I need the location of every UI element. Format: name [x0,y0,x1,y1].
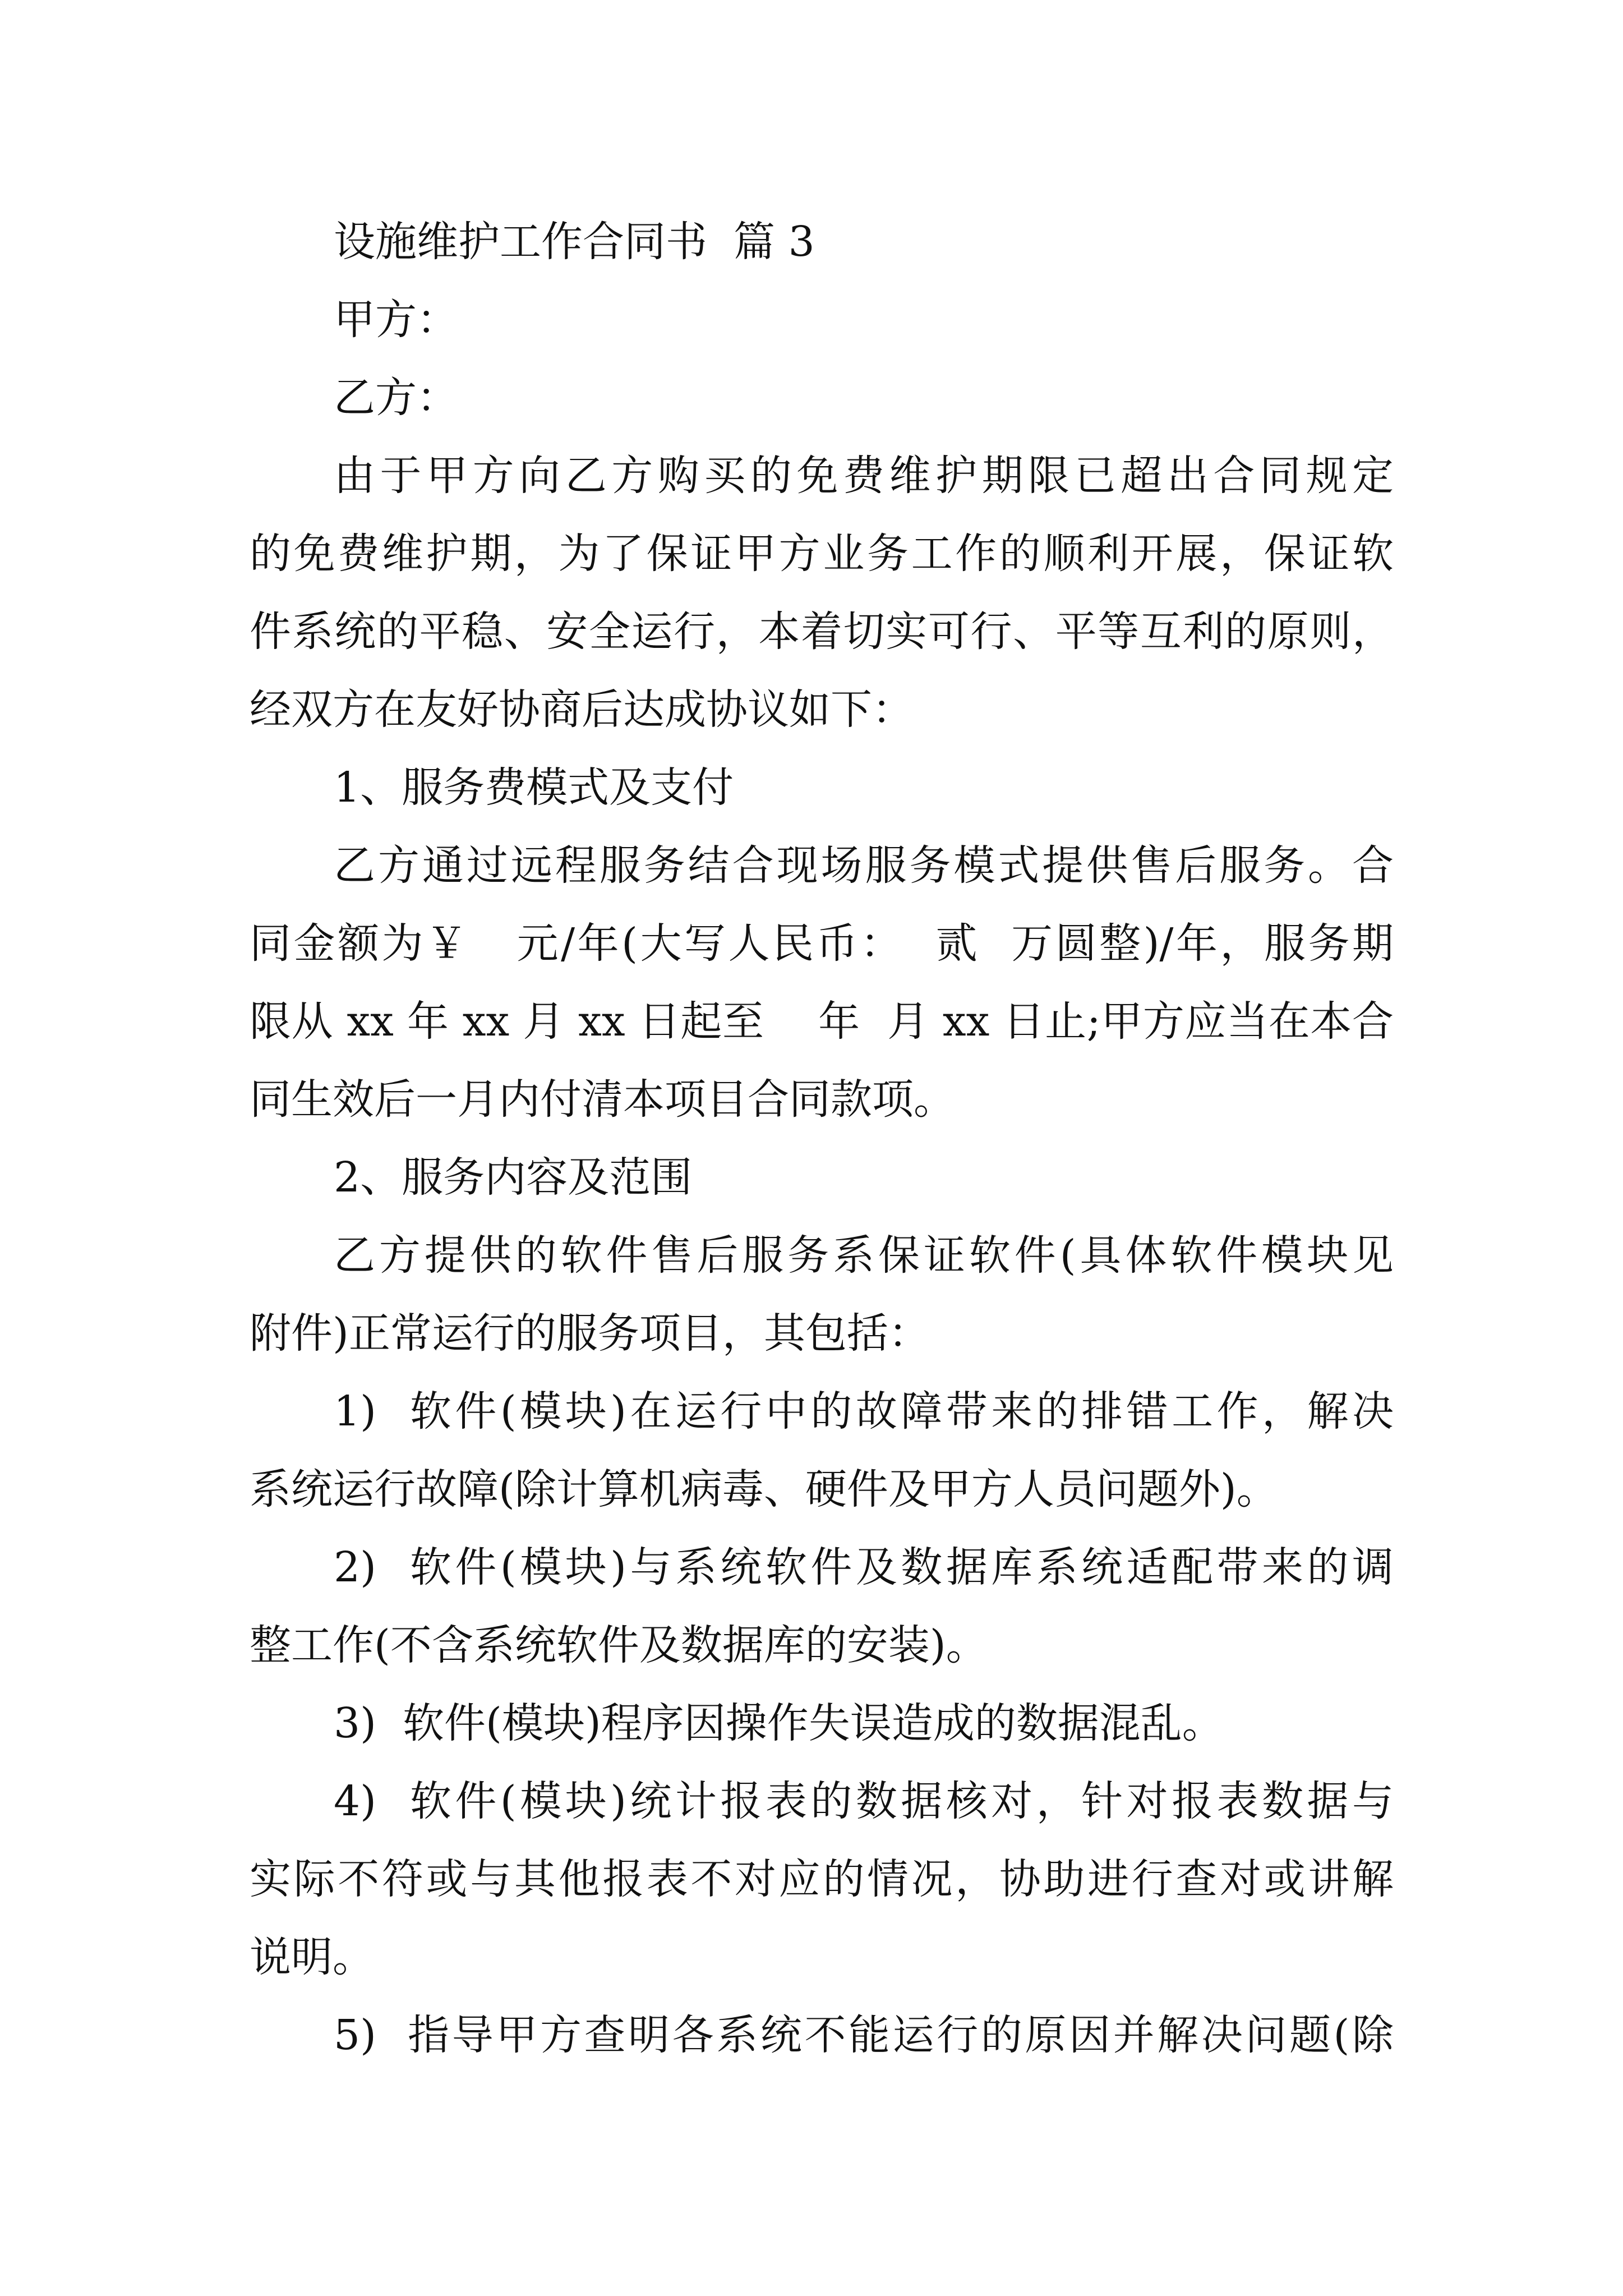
document-line: 由于甲方向乙方购买的免费维护期限已超出合同规定 [334,452,1394,500]
document-line: 乙方通过远程服务结合现场服务模式提供售后服务。合 [334,841,1394,890]
document-line: 5) 指导甲方查明各系统不能运行的原因并解决问题(除 [334,2011,1394,2059]
document-line: 3) 软件(模块)程序因操作失误造成的数据混乱。 [334,1699,1224,1747]
document-line: 系统运行故障(除计算机病毒、硬件及甲方人员问题外)。 [250,1465,1278,1513]
document-line: 说明。 [250,1933,374,1981]
document-line: 1、服务费模式及支付 [334,763,734,812]
document-line: 的免费维护期，为了保证甲方业务工作的顺利开展，保证软 [250,530,1394,578]
document-line: 甲方： [334,296,458,344]
document-line: 整工作(不含系统软件及数据库的安装)。 [250,1621,988,1669]
document-line: 4) 软件(模块)统计报表的数据核对，针对报表数据与 [334,1777,1394,1825]
document-line: 件系统的平稳、安全运行，本着切实可行、平等互利的原则， [250,608,1394,656]
document-line: 设施维护工作合同书 篇 3 [334,218,815,266]
document-line: 乙方： [334,374,458,422]
document-line: 同金额为￥ 元/年(大写人民币： 贰 万圆整)/年，服务期 [250,919,1394,968]
document-line: 1) 软件(模块)在运行中的故障带来的排错工作，解决 [334,1387,1394,1435]
document-line: 同生效后一月内付清本项目合同款项。 [250,1075,955,1124]
document-line: 2) 软件(模块)与系统软件及数据库系统适配带来的调 [334,1543,1394,1591]
contract-text [250,203,1394,2074]
document-line: 经双方在友好协商后达成协议如下： [250,685,914,734]
document-line: 限从 xx 年 xx 月 xx 日起至 年 月 xx 日止;甲方应当在本合 [250,997,1394,1046]
document-line: 乙方提供的软件售后服务系保证软件(具体软件模块见 [334,1231,1394,1280]
document-line: 2、服务内容及范围 [334,1153,693,1202]
document-line: 实际不符或与其他报表不对应的情况，协助进行查对或讲解 [250,1855,1394,1903]
document-line: 附件)正常运行的服务项目，其包括： [250,1309,930,1358]
